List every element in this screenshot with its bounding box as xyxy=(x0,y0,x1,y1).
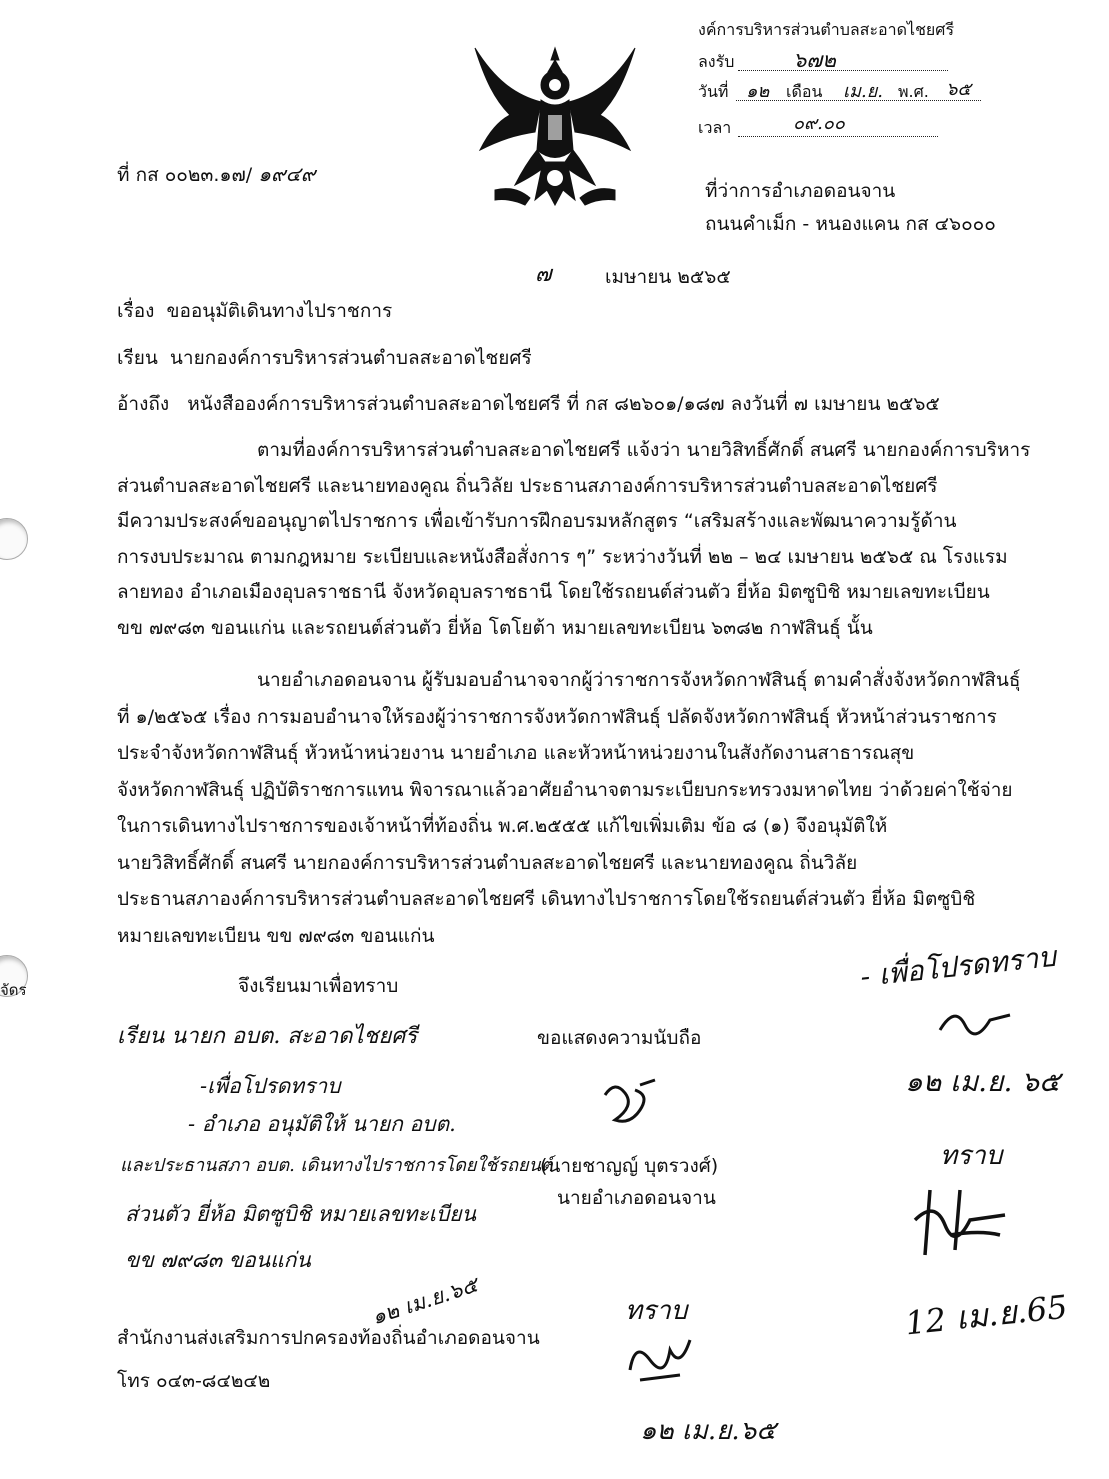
footer-phone: โทร ๐๔๓-๘๔๒๔๒ xyxy=(117,1370,271,1392)
stamp-time-label: เวลา xyxy=(698,118,732,137)
paragraph-2-line: นายอำเภอดอนจาน ผู้รับมอบอำนาจจากผู้ว่าราชการจังหวัดกาฬสินธุ์ ตามคำสั่งจังหวัดกาฬสินธุ์ xyxy=(257,669,1021,691)
ref-text: หนังสือองค์การบริหารส่วนตำบลสะอาดไชยศรี ที่ กส ๘๒๖๐๑/๑๘๗ ลงวันที่ ๗ เมษายน ๒๕๖๕ xyxy=(187,393,940,415)
handwritten-note: - อำเภอ อนุมัติให้ นายก อบต. xyxy=(188,1112,456,1136)
handwritten-note: -เพื่อโปรดทราบ xyxy=(200,1074,341,1098)
handwritten-date: ๑๒ เม.ย.๖๕ xyxy=(640,1416,776,1446)
handwritten-note: และประธานสภา อบต. เดินทางไปราชการโดยใช้รถยนต์ xyxy=(120,1155,553,1176)
date-day: ๗ xyxy=(535,262,552,287)
paragraph-1-line: ลายทอง อำเภอเมืองอุบลราชธานี จังหวัดอุบลราชธานี โดยใช้รถยนต์ส่วนตัว ยี่ห้อ มิตซูบิชิ หมายเลขทะเบียน xyxy=(117,581,990,603)
regards-text: ขอแสดงความนับถือ xyxy=(537,1027,702,1049)
stamp-month: เม.ย. xyxy=(843,81,884,102)
subject-line xyxy=(117,300,392,322)
signer-name: (นายชาญญ์ บุตรวงศ์) xyxy=(540,1155,719,1177)
ref-label: อ้างถึง xyxy=(117,393,170,415)
office-address-1: ที่ว่าการอำเภอดอนจาน xyxy=(705,180,896,202)
reference-number: ที่ กส ๐๐๒๓.๑๗/ ๑๙๔๙ xyxy=(117,162,316,186)
handwritten-note: ทราบ xyxy=(625,1296,688,1326)
paragraph-2-line: นายวิสิทธิ์ศักดิ์ สนศรี นายกองค์การบริหารส่วนตำบลสะอาดไชยศรี และนายทองคูณ ถิ่นวิลัย xyxy=(117,851,858,874)
signature-icon xyxy=(620,1330,700,1390)
paragraph-2-line: ในการเดินทางไปราชการของเจ้าหน้าที่ท้องถิ่น พ.ศ.๒๕๕๕ แก้ไขเพิ่มเติม ข้อ ๘ (๑) จึงอนุมัติให้ xyxy=(117,815,888,837)
stamp-year-label: พ.ศ. xyxy=(898,82,929,101)
receipt-stamp xyxy=(698,18,998,158)
handwritten-note: ขข ๗๙๘๓ ขอนแก่น xyxy=(125,1248,311,1272)
signature-icon xyxy=(935,1000,1015,1040)
to-label: เรียน xyxy=(117,347,158,369)
signature-icon xyxy=(900,1180,1010,1265)
footer-office: สำนักงานส่งเสริมการปกครองท้องถิ่นอำเภอดอนจาน xyxy=(117,1327,540,1349)
handwritten-date: ๑๒ เม.ย. ๖๕ xyxy=(905,1065,1061,1098)
stamp-day: ๑๒ xyxy=(746,81,770,102)
office-address-2: ถนนคำเม็ก - หนองแคน กส ๔๖๐๐๐ xyxy=(705,213,996,235)
stamp-date-label: วันที่ xyxy=(698,82,729,101)
subject-text: ขออนุมัติเดินทางไปราชการ xyxy=(166,300,393,322)
signature-icon xyxy=(595,1075,665,1135)
to-line xyxy=(117,347,532,369)
stamp-recv-label: ลงรับ xyxy=(698,52,735,71)
stamp-recv-no: ๖๗๒ xyxy=(793,48,836,72)
signer-title: นายอำเภอดอนจาน xyxy=(557,1187,716,1209)
paragraph-2-line: ที่ ๑/๒๕๖๕ เรื่อง การมอบอำนาจให้รองผู้ว่าราชการจังหวัดกาฬสินธุ์ ปลัดจังหวัดกาฬสินธุ์ หัวหน้าส่วนราชการ xyxy=(117,705,997,728)
paragraph-1-line: ส่วนตำบลสะอาดไชยศรี และนายทองคูณ ถิ่นวิลัย ประธานสภาองค์การบริหารส่วนตำบลสะอาดไชยศรี xyxy=(117,474,938,497)
stamp-month-label: เดือน xyxy=(786,82,823,101)
paragraph-2-line: ประธานสภาองค์การบริหารส่วนตำบลสะอาดไชยศรี เดินทางไปราชการโดยใช้รถยนต์ส่วนตัว ยี่ห้อ มิตซูบิชิ xyxy=(117,888,976,910)
paragraph-1-line: ขข ๗๙๘๓ ขอนแก่น และรถยนต์ส่วนตัว ยี่ห้อ โตโยต้า หมายเลขทะเบียน ๖๓๘๒ กาฬสินธุ์ นั้น xyxy=(117,616,873,639)
paragraph-1-line: มีความประสงค์ขออนุญาตไปราชการ เพื่อเข้ารับการฝึกอบรมหลักสูตร “เสริมสร้างและพัฒนาความรู้ด้าน xyxy=(117,510,957,532)
handwritten-note: เรียน นายก อบต. สะอาดไชยศรี xyxy=(117,1024,418,1049)
garuda-emblem-icon xyxy=(455,40,655,215)
closing-text: จึงเรียนมาเพื่อทราบ xyxy=(238,975,399,997)
paragraph-2-line: จังหวัดกาฬสินธุ์ ปฏิบัติราชการแทน พิจารณาแล้วอาศัยอำนาจตามระเบียบกระทรวงมหาดไทย ว่าด้วยค่าใช้จ่าย xyxy=(117,778,1013,801)
paragraph-2 xyxy=(117,662,1020,954)
reference-number-handwritten: ๑๙๔๙ xyxy=(258,162,316,186)
paragraph-1-line: การงบประมาณ ตามกฎหมาย ระเบียบและหนังสือสั่งการ ๆ” ระหว่างวันที่ ๒๒ – ๒๔ เมษายน ๒๕๖๕ ณ โรงแรม xyxy=(117,545,1008,568)
to-text: นายกองค์การบริหารส่วนตำบลสะอาดไชยศรี xyxy=(169,347,532,369)
stamp-time: ๐๙.๐๐ xyxy=(793,113,845,134)
margin-note: จัดร xyxy=(0,981,27,999)
handwritten-date: ๑๒ เม.ย.๖๕ xyxy=(368,1272,481,1330)
handwritten-date: 12 เม.ย.65 xyxy=(903,1287,1070,1343)
stamp-year: ๖๕ xyxy=(946,79,972,100)
handwritten-note: ทราบ xyxy=(940,1141,1003,1171)
handwritten-note: ส่วนตัว ยี่ห้อ มิตซูบิชิ หมายเลขทะเบียน xyxy=(125,1202,476,1226)
stamp-org: งค์การบริหารส่วนตำบลสะอาดไชยศรี xyxy=(698,20,955,39)
reference-line xyxy=(117,393,940,415)
subject-label: เรื่อง xyxy=(117,300,155,322)
handwritten-note: - เพื่อโปรดทราบ xyxy=(858,939,1058,994)
date-rest: เมษายน ๒๕๖๕ xyxy=(605,266,731,288)
punch-hole xyxy=(0,518,28,560)
paragraph-2-line: ประจำจังหวัดกาฬสินธุ์ หัวหน้าหน่วยงาน นายอำเภอ และหัวหน้าหน่วยงานในสังกัดงานสาธารณสุข xyxy=(117,742,915,764)
paragraph-1-line: ตามที่องค์การบริหารส่วนตำบลสะอาดไชยศรี แจ้งว่า นายวิสิทธิ์ศักดิ์ สนศรี นายกองค์การบริหาร xyxy=(257,439,1031,461)
paragraph-2-line: หมายเลขทะเบียน ขข ๗๙๘๓ ขอนแก่น xyxy=(117,924,435,947)
paragraph-1 xyxy=(117,433,1030,646)
